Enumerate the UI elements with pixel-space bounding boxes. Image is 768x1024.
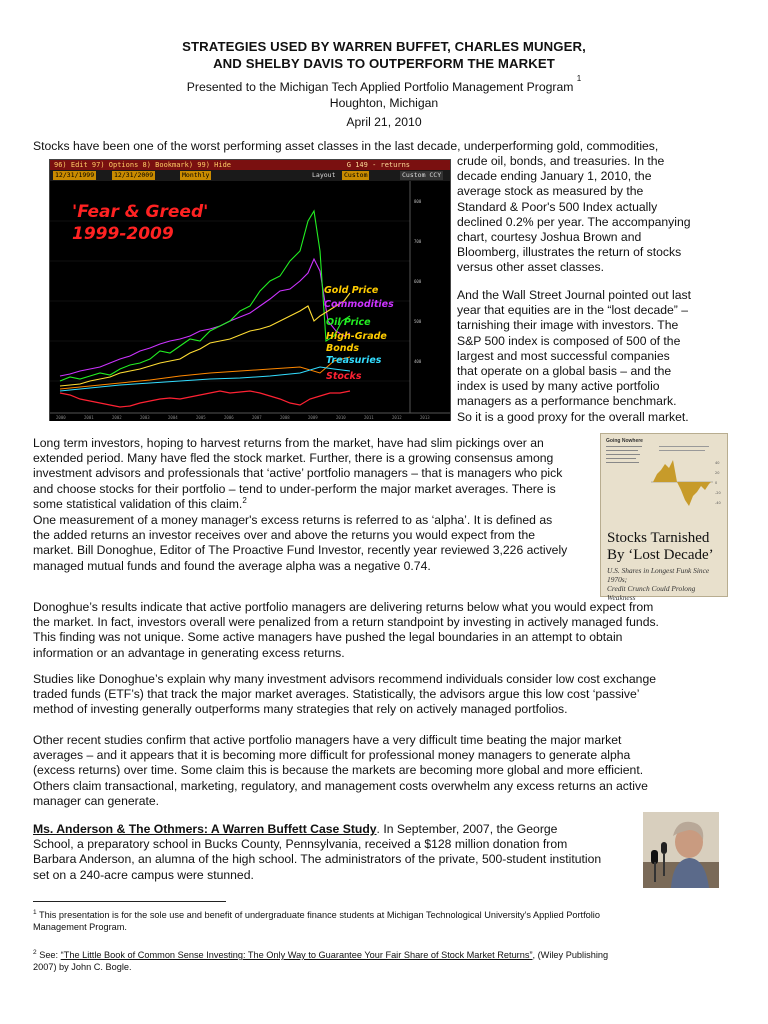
svg-text:400: 400 bbox=[414, 359, 422, 364]
text-line: averages – and it appears that it is becoming more difficult for professional money managers to generate alpha bbox=[33, 748, 631, 763]
wsj-mini-chart bbox=[601, 434, 729, 524]
wsj-clipping-image bbox=[600, 433, 728, 602]
x-tick-label: 2012 bbox=[392, 415, 402, 420]
document-title bbox=[0, 38, 768, 72]
x-tick-label: 2009 bbox=[308, 415, 318, 420]
x-tick-label: 2006 bbox=[224, 415, 234, 420]
legend-commodities: Commodities bbox=[324, 299, 394, 310]
text-line: One measurement of a money manager's excess returns is referred to as ‘alpha’. It is defined as bbox=[33, 513, 553, 527]
svg-text:-20: -20 bbox=[715, 491, 721, 495]
text-line: Standard & Poor's 500 Index actually bbox=[457, 199, 658, 214]
text-line: Other recent studies confirm that active portfolio managers have a very difficult time beating the major market bbox=[33, 733, 622, 747]
x-tick-label: 2002 bbox=[112, 415, 122, 420]
paragraph-7 bbox=[33, 733, 753, 809]
paragraph-2-side bbox=[457, 288, 757, 425]
svg-text:800: 800 bbox=[414, 199, 422, 204]
speaker-photo bbox=[643, 812, 719, 888]
text-line: year that equities are in the “lost decade” – bbox=[457, 303, 689, 318]
x-tick-label: 2010 bbox=[336, 415, 346, 420]
svg-text:500: 500 bbox=[414, 319, 422, 324]
text-line: some statistical validation of this claim.$^2$ bbox=[33, 495, 247, 511]
text-line: tarnishing their image with investors. The bbox=[457, 318, 679, 333]
text-line: the added returns an investor receives over and above the returns you would expect from the bbox=[33, 528, 536, 543]
text-line: extended period. Many have fled the stock market. Further, there is a growing consensus among bbox=[33, 451, 554, 466]
x-tick-label: 2011 bbox=[364, 415, 374, 420]
text-line: Studies like Donoghue’s explain why many investment advisors recommend individuals consider low cost exchange bbox=[33, 672, 657, 686]
text-line: Donoghue’s results indicate that active portfolio managers are delivering returns below what you would expect from bbox=[33, 600, 654, 614]
wsj-subhead: U.S. Shares in Longest Funk Since 1970s; Credit Crunch Could Prolong Weakness bbox=[607, 566, 710, 602]
text-line: Long term investors, hoping to harvest returns from the market, have had slim pickings over an bbox=[33, 436, 544, 450]
date-line: April 21, 2010 bbox=[346, 115, 422, 130]
paragraph-5 bbox=[33, 600, 753, 661]
legend-stocks: Stocks bbox=[326, 371, 362, 382]
location-line: Houghton, Michigan bbox=[329, 96, 439, 111]
text-line: largest and most successful companies bbox=[457, 348, 670, 363]
svg-text:0: 0 bbox=[715, 481, 718, 485]
text-line: Barbara Anderson, an alumna of the high school. The administrators of the private, 500-student institution bbox=[33, 852, 602, 867]
wsj-head: Going Nowhere bbox=[606, 438, 643, 444]
text-line: S&P 500 index is composed of 500 of the bbox=[457, 333, 681, 348]
text-line: index is used by many active portfolio bbox=[457, 379, 660, 394]
case-study-heading: Ms. Anderson & The Othmers: A Warren Buffett Case Study bbox=[33, 822, 377, 836]
title-line-1: STRATEGIES USED BY WARREN BUFFET, CHARLES MUNGER, bbox=[182, 39, 586, 54]
presented-line: Presented to the Michigan Tech Applied Portfolio Management Program $^1$ bbox=[186, 74, 582, 95]
text-line: versus other asset classes. bbox=[457, 260, 604, 275]
x-tick-label: 2004 bbox=[168, 415, 178, 420]
x-tick-label: 2001 bbox=[84, 415, 94, 420]
svg-text:40: 40 bbox=[715, 461, 720, 465]
text-line: And the Wall Street Journal pointed out last bbox=[457, 288, 691, 302]
paragraph-6 bbox=[33, 672, 753, 718]
svg-text:-40: -40 bbox=[715, 501, 721, 505]
legend-oil: Oil Price bbox=[326, 317, 371, 328]
svg-text:20: 20 bbox=[715, 471, 720, 475]
chart-title-line-1: 'Fear & Greed' bbox=[72, 202, 209, 222]
footnote-1: $^1$ This presentation is for the sole use and benefit of undergraduate finance students at Michigan Technological University’s Applied Portfolio Management Program. bbox=[33, 908, 600, 932]
text-line: Others claim transactional, marketing, regulatory, and management costs overwhelm any excess returns an active bbox=[33, 778, 648, 793]
text-line: managed mutual funds and found the average alpha was a negative 0.74. bbox=[33, 558, 431, 573]
case-study-rest bbox=[33, 837, 638, 883]
x-tick-label: 2008 bbox=[280, 415, 290, 420]
paragraph-3 bbox=[33, 436, 598, 512]
x-tick-label: 2003 bbox=[140, 415, 150, 420]
svg-text:600: 600 bbox=[414, 279, 422, 284]
paragraph-1-line-1: Stocks have been one of the worst performing asset classes in the last decade, underperforming gold, commodities, bbox=[33, 139, 659, 153]
paragraph-8 bbox=[33, 822, 638, 883]
text-line: average stock as measured by the bbox=[457, 184, 644, 199]
text-line: crude oil, bonds, and treasuries. In the bbox=[457, 154, 665, 168]
text-line: manager can generate. bbox=[33, 793, 160, 808]
fear-greed-chart-image bbox=[49, 159, 451, 421]
text-line: declined 0.2% per year. The accompanying bbox=[457, 214, 691, 229]
text-line: School, a preparatory school in Bucks County, Pennsylvania, received a $128 million donation from bbox=[33, 837, 568, 852]
footnote-ref[interactable]: 2 bbox=[242, 495, 247, 505]
text-line: market. Bill Donoghue, Editor of The Proactive Fund Investor, recently year reviewed 3,226 actively bbox=[33, 543, 568, 558]
wsj-headline: Stocks Tarnished By ‘Lost Decade’ bbox=[607, 530, 714, 563]
chart-menu-bar: 96) Edit 97) Options 8) Bookmark) 99) Hide G 149 - returns bbox=[50, 160, 450, 170]
bogle-book-link[interactable]: “The Little Book of Common Sense Investing: The Only Way to Guarantee Your Fair Share of Stock Market Returns” bbox=[60, 950, 533, 960]
chart-plot bbox=[50, 181, 450, 421]
chart-title-line-2: 1999-2009 bbox=[72, 224, 174, 244]
legend-treasuries: Treasuries bbox=[326, 355, 382, 366]
x-tick-label: 2007 bbox=[252, 415, 262, 420]
footnote-rule bbox=[33, 901, 226, 902]
x-tick-label: 2005 bbox=[196, 415, 206, 420]
paragraph-4 bbox=[33, 513, 598, 574]
x-tick-label: 2013 bbox=[420, 415, 430, 420]
chart-settings-bar: 12/31/1999 12/31/2009 Monthly Layout Custom Custom CCY bbox=[50, 170, 450, 181]
text-line: the market. In fact, investors overall were penalized from a return standpoint by investing in actively managed funds. bbox=[33, 615, 659, 630]
legend-gold: Gold Price bbox=[324, 285, 379, 296]
legend-bonds: Bonds bbox=[326, 343, 359, 354]
text-line: and choose stocks for their portfolio – tend to under-perform the major market averages. There is bbox=[33, 481, 556, 496]
text-line: decade ending January 1, 2010, the bbox=[457, 169, 652, 184]
text-line: (excess returns) over time. Some claim this is because the markets are becoming more global and more efficient. bbox=[33, 763, 644, 778]
paragraph-1-side bbox=[457, 154, 747, 276]
text-line: investment advisors and professionals that ‘active’ portfolio managers – that is managers who pick bbox=[33, 466, 563, 481]
text-line: set on a 240-acre campus were stunned. bbox=[33, 867, 254, 882]
text-line: chart, courtesy Joshua Brown and bbox=[457, 230, 642, 245]
text-line: that operate on a global basis – and the bbox=[457, 364, 672, 379]
text-line: Bloomberg, illustrates the return of stocks bbox=[457, 245, 682, 260]
legend-high-grade: High-Grade bbox=[326, 331, 387, 342]
svg-text:700: 700 bbox=[414, 239, 422, 244]
x-tick-label: 2000 bbox=[56, 415, 66, 420]
title-line-2: AND SHELBY DAVIS TO OUTPERFORM THE MARKET bbox=[213, 56, 555, 71]
text-line: traded funds (ETF’s) that track the major market averages. Statistically, the advisors argue this low cost ‘passive’ bbox=[33, 687, 640, 702]
footnote-ref-1[interactable]: 1 bbox=[576, 74, 582, 83]
text-line: method of investing generally outperforms many strategies that rely on actively managed portfolios. bbox=[33, 702, 568, 717]
footnote-2: $^2$ See: “The Little Book of Common Sense Investing: The Only Way to Guarantee Your Fair Share of Stock Market Returns”, (Wiley Publishing 2007) by John C. Bogle. bbox=[33, 948, 609, 972]
text-line: This finding was not unique. Some active managers have pushed the legal boundaries in an attempt to obtain bbox=[33, 630, 623, 645]
case-study-line-1: Ms. Anderson & The Othmers: A Warren Buffett Case Study. In September, 2007, the George bbox=[33, 822, 558, 836]
text-line: So it is a good proxy for the overall market. bbox=[457, 409, 689, 424]
text-line: managers as a performance benchmark. bbox=[457, 394, 677, 409]
document-subtitle bbox=[0, 76, 768, 130]
text-line: information or an advantage in generating excess returns. bbox=[33, 645, 345, 660]
